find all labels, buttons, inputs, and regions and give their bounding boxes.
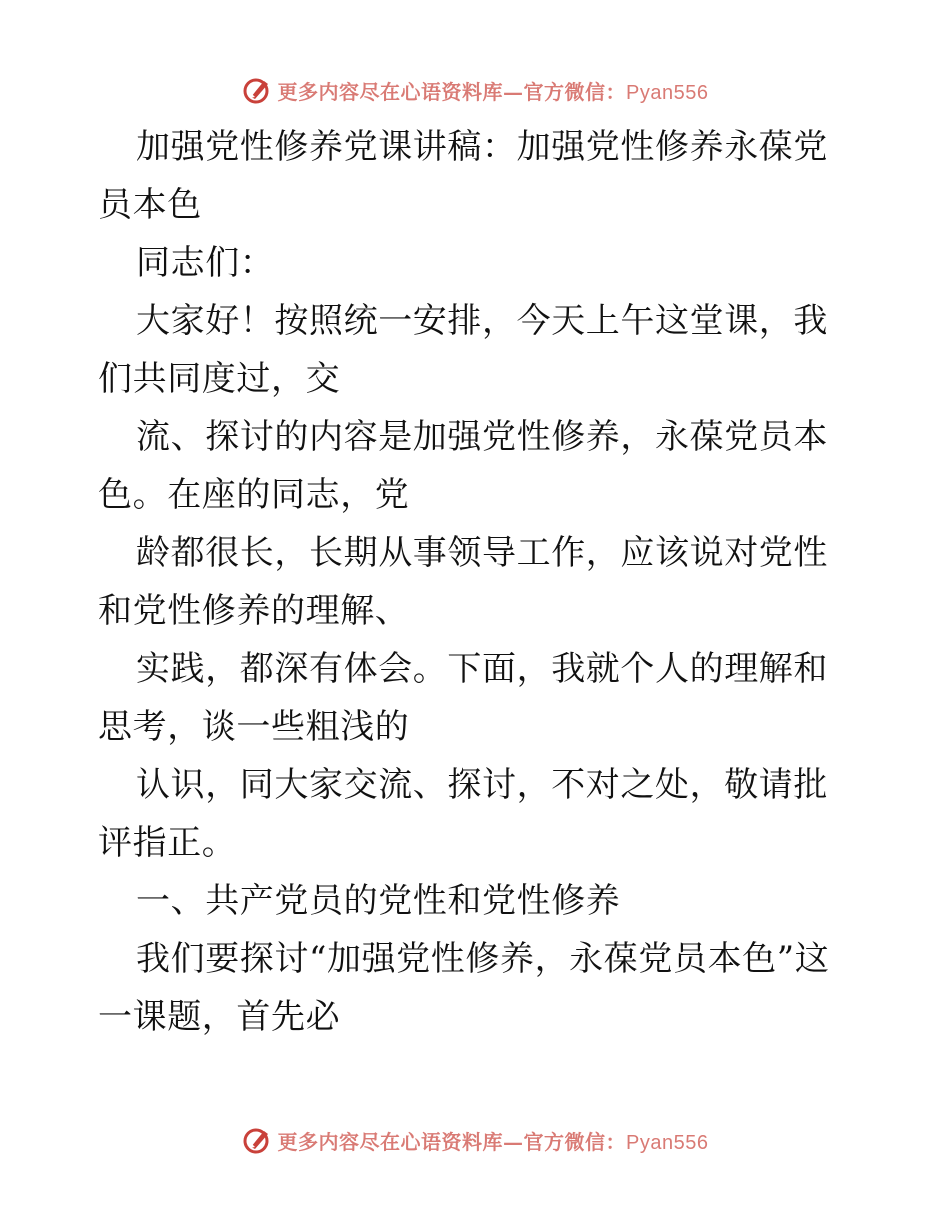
section-heading-1: 一、共产党员的党性和党性修养 bbox=[136, 881, 621, 921]
paragraph-7: 我们要探讨“加强党性修养，永葆党员本色”这一课题，首先必 bbox=[98, 939, 830, 1037]
footer-banner bbox=[0, 1120, 950, 1160]
paragraph-4: 龄都很长，长期从事领导工作，应该说对党性和党性修养的理解、 bbox=[98, 533, 828, 631]
paragraph-5: 实践，都深有体会。下面，我就个人的理解和思考，谈一些粗浅的 bbox=[98, 649, 828, 747]
brush-pen-logo-icon bbox=[242, 1125, 272, 1155]
paragraph-6: 认识，同大家交流、探讨，不对之处，敬请批评指正。 bbox=[98, 765, 828, 863]
paragraph-1: 同志们： bbox=[136, 243, 275, 283]
paragraph-2: 大家好！按照统一安排，今天上午这堂课，我们共同度过，交 bbox=[98, 301, 828, 399]
header-banner bbox=[0, 70, 950, 110]
header-banner-cn: 更多内容尽在心语资料库—官方微信： bbox=[277, 79, 627, 104]
brush-pen-logo-icon bbox=[242, 75, 272, 105]
document-title: 加强党性修养党课讲稿：加强党性修养永葆党员本色 bbox=[98, 127, 828, 225]
header-banner-text bbox=[278, 76, 709, 105]
footer-banner-id: Pyan556 bbox=[626, 1131, 709, 1154]
header-banner-id: Pyan556 bbox=[626, 81, 709, 104]
document-body bbox=[98, 118, 858, 1046]
footer-banner-text bbox=[278, 1126, 709, 1155]
paragraph-3: 流、探讨的内容是加强党性修养，永葆党员本色。在座的同志，党 bbox=[98, 417, 828, 515]
footer-banner-cn: 更多内容尽在心语资料库—官方微信： bbox=[277, 1129, 627, 1154]
